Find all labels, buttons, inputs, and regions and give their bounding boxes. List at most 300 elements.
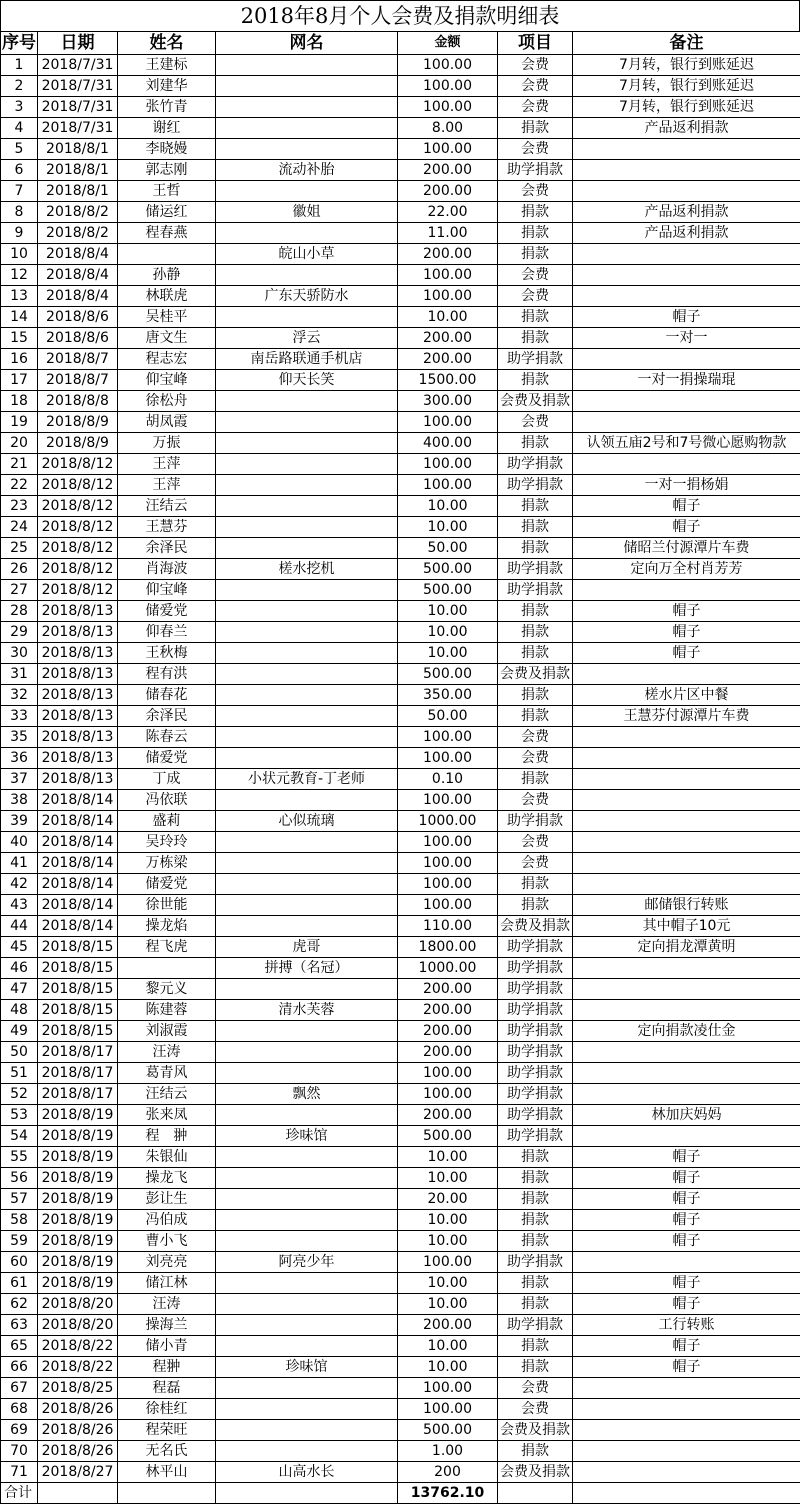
cell-nick bbox=[216, 601, 398, 622]
table-row bbox=[1, 1357, 800, 1378]
cell-nick: 心似琉璃 bbox=[216, 811, 398, 832]
cell-seq: 21 bbox=[1, 454, 38, 475]
cell-amount: 20.00 bbox=[398, 1189, 498, 1210]
table-row bbox=[1, 916, 800, 937]
cell-item: 会费及捐款 bbox=[498, 916, 573, 937]
cell-nick bbox=[216, 55, 398, 76]
cell-name: 丁成 bbox=[118, 769, 216, 790]
cell-nick: 广东天骄防水 bbox=[216, 286, 398, 307]
cell-name: 冯依联 bbox=[118, 790, 216, 811]
cell-item: 会费 bbox=[498, 265, 573, 286]
cell-amount: 100.00 bbox=[398, 76, 498, 97]
cell-amount: 50.00 bbox=[398, 538, 498, 559]
cell-note: 一对一 bbox=[573, 328, 800, 349]
cell-name: 胡凤霞 bbox=[118, 412, 216, 433]
cell-seq: 40 bbox=[1, 832, 38, 853]
cell-amount: 500.00 bbox=[398, 559, 498, 580]
cell-date: 2018/8/13 bbox=[38, 685, 118, 706]
cell-nick bbox=[216, 580, 398, 601]
cell-seq: 51 bbox=[1, 1063, 38, 1084]
cell-date: 2018/8/14 bbox=[38, 895, 118, 916]
cell-name: 冯伯成 bbox=[118, 1210, 216, 1231]
cell-date: 2018/7/31 bbox=[38, 76, 118, 97]
cell-seq: 19 bbox=[1, 412, 38, 433]
cell-name: 程磊 bbox=[118, 1378, 216, 1399]
cell-note bbox=[573, 160, 800, 181]
cell-note: 帽子 bbox=[573, 1294, 800, 1315]
cell-note bbox=[573, 748, 800, 769]
cell-note bbox=[573, 265, 800, 286]
cell-note bbox=[573, 832, 800, 853]
cell-date: 2018/8/7 bbox=[38, 349, 118, 370]
cell-date: 2018/8/13 bbox=[38, 748, 118, 769]
table-cell bbox=[573, 1483, 800, 1504]
cell-name bbox=[118, 958, 216, 979]
cell-name: 林联虎 bbox=[118, 286, 216, 307]
cell-name: 王哲 bbox=[118, 181, 216, 202]
cell-item: 捐款 bbox=[498, 118, 573, 139]
table-row bbox=[1, 244, 800, 265]
cell-date: 2018/8/19 bbox=[38, 1147, 118, 1168]
cell-name: 程荣旺 bbox=[118, 1420, 216, 1441]
cell-item: 捐款 bbox=[498, 622, 573, 643]
cell-name: 无名氏 bbox=[118, 1441, 216, 1462]
cell-note: 帽子 bbox=[573, 496, 800, 517]
cell-date: 2018/8/26 bbox=[38, 1441, 118, 1462]
cell-item: 会费及捐款 bbox=[498, 1420, 573, 1441]
cell-amount: 100.00 bbox=[398, 412, 498, 433]
table-row bbox=[1, 55, 800, 76]
cell-item: 会费 bbox=[498, 139, 573, 160]
cell-name: 彭让生 bbox=[118, 1189, 216, 1210]
cell-seq: 35 bbox=[1, 727, 38, 748]
cell-note bbox=[573, 1126, 800, 1147]
cell-date: 2018/8/19 bbox=[38, 1189, 118, 1210]
cell-item: 捐款 bbox=[498, 244, 573, 265]
header-row bbox=[1, 32, 800, 55]
cell-nick bbox=[216, 97, 398, 118]
cell-note bbox=[573, 1000, 800, 1021]
cell-amount: 1.00 bbox=[398, 1441, 498, 1462]
table-row bbox=[1, 1378, 800, 1399]
cell-seq: 68 bbox=[1, 1399, 38, 1420]
cell-nick bbox=[216, 1399, 398, 1420]
cell-date: 2018/8/14 bbox=[38, 832, 118, 853]
cell-date: 2018/8/2 bbox=[38, 202, 118, 223]
cell-seq: 37 bbox=[1, 769, 38, 790]
cell-nick bbox=[216, 118, 398, 139]
cell-date: 2018/8/22 bbox=[38, 1357, 118, 1378]
cell-name: 张来凤 bbox=[118, 1105, 216, 1126]
cell-name: 操海兰 bbox=[118, 1315, 216, 1336]
cell-amount: 10.00 bbox=[398, 622, 498, 643]
cell-note: 定向捐龙潭黄明 bbox=[573, 937, 800, 958]
cell-date: 2018/8/6 bbox=[38, 307, 118, 328]
cell-note bbox=[573, 412, 800, 433]
table-row bbox=[1, 202, 800, 223]
cell-nick bbox=[216, 412, 398, 433]
cell-nick: 珍味馆 bbox=[216, 1357, 398, 1378]
cell-date: 2018/8/7 bbox=[38, 370, 118, 391]
cell-item: 捐款 bbox=[498, 328, 573, 349]
cell-note: 帽子 bbox=[573, 1147, 800, 1168]
cell-note: 帽子 bbox=[573, 1336, 800, 1357]
cell-item: 会费 bbox=[498, 97, 573, 118]
table-row bbox=[1, 328, 800, 349]
cell-date: 2018/8/12 bbox=[38, 475, 118, 496]
cell-name: 王慧芬 bbox=[118, 517, 216, 538]
cell-seq: 31 bbox=[1, 664, 38, 685]
cell-note bbox=[573, 853, 800, 874]
cell-amount: 500.00 bbox=[398, 1420, 498, 1441]
cell-nick bbox=[216, 1336, 398, 1357]
cell-note bbox=[573, 1462, 800, 1483]
cell-note: 帽子 bbox=[573, 1210, 800, 1231]
cell-note bbox=[573, 664, 800, 685]
cell-note: 帽子 bbox=[573, 307, 800, 328]
cell-name: 余泽民 bbox=[118, 538, 216, 559]
cell-date: 2018/8/13 bbox=[38, 643, 118, 664]
cell-seq: 41 bbox=[1, 853, 38, 874]
cell-nick: 浮云 bbox=[216, 328, 398, 349]
cell-note: 帽子 bbox=[573, 1231, 800, 1252]
table-row bbox=[1, 874, 800, 895]
cell-nick: 阿亮少年 bbox=[216, 1252, 398, 1273]
table-row bbox=[1, 454, 800, 475]
header-seq: 序号 bbox=[2, 33, 36, 53]
cell-date: 2018/8/26 bbox=[38, 1399, 118, 1420]
cell-name: 汪涛 bbox=[118, 1294, 216, 1315]
cell-amount: 100.00 bbox=[398, 1252, 498, 1273]
cell-item: 会费及捐款 bbox=[498, 664, 573, 685]
table-row bbox=[1, 1126, 800, 1147]
cell-name: 操龙焰 bbox=[118, 916, 216, 937]
cell-note: 帽子 bbox=[573, 1273, 800, 1294]
cell-date: 2018/8/4 bbox=[38, 265, 118, 286]
cell-note bbox=[573, 454, 800, 475]
cell-amount: 0.10 bbox=[398, 769, 498, 790]
cell-seq: 42 bbox=[1, 874, 38, 895]
cell-item: 会费及捐款 bbox=[498, 1462, 573, 1483]
table-row bbox=[1, 937, 800, 958]
cell-name: 陈春云 bbox=[118, 727, 216, 748]
table-row bbox=[1, 895, 800, 916]
cell-amount: 100.00 bbox=[398, 853, 498, 874]
cell-name: 操龙飞 bbox=[118, 1168, 216, 1189]
cell-seq: 17 bbox=[1, 370, 38, 391]
cell-note bbox=[573, 727, 800, 748]
table-row bbox=[1, 496, 800, 517]
cell-date: 2018/8/15 bbox=[38, 979, 118, 1000]
cell-item: 捐款 bbox=[498, 496, 573, 517]
cell-name: 徐松舟 bbox=[118, 391, 216, 412]
cell-amount: 100.00 bbox=[398, 454, 498, 475]
cell-note bbox=[573, 580, 800, 601]
cell-seq: 20 bbox=[1, 433, 38, 454]
cell-nick: 珍味馆 bbox=[216, 1126, 398, 1147]
cell-note: 帽子 bbox=[573, 1168, 800, 1189]
cell-name: 仰春兰 bbox=[118, 622, 216, 643]
cell-name: 程春燕 bbox=[118, 223, 216, 244]
cell-amount: 100.00 bbox=[398, 286, 498, 307]
cell-amount: 100.00 bbox=[398, 265, 498, 286]
cell-date: 2018/8/4 bbox=[38, 286, 118, 307]
cell-nick bbox=[216, 181, 398, 202]
cell-item: 助学捐款 bbox=[498, 811, 573, 832]
cell-amount: 500.00 bbox=[398, 580, 498, 601]
cell-name: 徐世能 bbox=[118, 895, 216, 916]
cell-name: 吴桂平 bbox=[118, 307, 216, 328]
cell-item: 捐款 bbox=[498, 1189, 573, 1210]
cell-note: 7月转，银行到账延迟 bbox=[573, 76, 800, 97]
cell-seq: 9 bbox=[1, 223, 38, 244]
cell-name: 仰宝峰 bbox=[118, 370, 216, 391]
table-row bbox=[1, 1042, 800, 1063]
cell-seq: 3 bbox=[1, 97, 38, 118]
cell-seq: 13 bbox=[1, 286, 38, 307]
cell-date: 2018/7/31 bbox=[38, 97, 118, 118]
cell-date: 2018/8/6 bbox=[38, 328, 118, 349]
cell-seq: 58 bbox=[1, 1210, 38, 1231]
table-cell bbox=[38, 1483, 118, 1504]
cell-name: 刘建华 bbox=[118, 76, 216, 97]
cell-amount: 200 bbox=[398, 1462, 498, 1483]
cell-seq: 53 bbox=[1, 1105, 38, 1126]
cell-seq: 65 bbox=[1, 1336, 38, 1357]
cell-note bbox=[573, 244, 800, 265]
table-row bbox=[1, 1105, 800, 1126]
cell-item: 捐款 bbox=[498, 307, 573, 328]
cell-seq: 59 bbox=[1, 1231, 38, 1252]
cell-seq: 62 bbox=[1, 1294, 38, 1315]
table-row bbox=[1, 1315, 800, 1336]
cell-name: 汪结云 bbox=[118, 1084, 216, 1105]
cell-item: 捐款 bbox=[498, 538, 573, 559]
table-row bbox=[1, 769, 800, 790]
cell-item: 捐款 bbox=[498, 769, 573, 790]
cell-seq: 45 bbox=[1, 937, 38, 958]
cell-amount: 100.00 bbox=[398, 874, 498, 895]
cell-note bbox=[573, 1084, 800, 1105]
cell-name: 王建标 bbox=[118, 55, 216, 76]
cell-date: 2018/8/19 bbox=[38, 1231, 118, 1252]
cell-seq: 5 bbox=[1, 139, 38, 160]
cell-note: 槎水片区中餐 bbox=[573, 685, 800, 706]
cell-amount: 100.00 bbox=[398, 97, 498, 118]
cell-amount: 500.00 bbox=[398, 1126, 498, 1147]
table-row bbox=[1, 958, 800, 979]
cell-amount: 110.00 bbox=[398, 916, 498, 937]
cell-amount: 200.00 bbox=[398, 349, 498, 370]
cell-amount: 100.00 bbox=[398, 1063, 498, 1084]
cell-amount: 10.00 bbox=[398, 1336, 498, 1357]
cell-name: 储爱党 bbox=[118, 601, 216, 622]
cell-date: 2018/8/12 bbox=[38, 496, 118, 517]
cell-date: 2018/8/14 bbox=[38, 811, 118, 832]
cell-nick bbox=[216, 1420, 398, 1441]
cell-seq: 55 bbox=[1, 1147, 38, 1168]
cell-item: 捐款 bbox=[498, 1168, 573, 1189]
cell-amount: 10.00 bbox=[398, 496, 498, 517]
cell-nick bbox=[216, 475, 398, 496]
cell-name: 仰宝峰 bbox=[118, 580, 216, 601]
cell-date: 2018/8/19 bbox=[38, 1210, 118, 1231]
cell-note: 其中帽子10元 bbox=[573, 916, 800, 937]
cell-amount: 22.00 bbox=[398, 202, 498, 223]
table-row bbox=[1, 1000, 800, 1021]
cell-amount: 1800.00 bbox=[398, 937, 498, 958]
cell-item: 捐款 bbox=[498, 706, 573, 727]
table-row bbox=[1, 811, 800, 832]
cell-date: 2018/8/8 bbox=[38, 391, 118, 412]
cell-amount: 10.00 bbox=[398, 1294, 498, 1315]
total-row bbox=[1, 1483, 800, 1504]
cell-nick bbox=[216, 496, 398, 517]
cell-name: 吴玲玲 bbox=[118, 832, 216, 853]
cell-note bbox=[573, 958, 800, 979]
cell-nick bbox=[216, 139, 398, 160]
cell-date: 2018/8/27 bbox=[38, 1462, 118, 1483]
cell-seq: 30 bbox=[1, 643, 38, 664]
cell-amount: 11.00 bbox=[398, 223, 498, 244]
table-row bbox=[1, 223, 800, 244]
table-row bbox=[1, 1210, 800, 1231]
cell-name: 程飞虎 bbox=[118, 937, 216, 958]
cell-seq: 26 bbox=[1, 559, 38, 580]
cell-nick bbox=[216, 790, 398, 811]
cell-note: 帽子 bbox=[573, 601, 800, 622]
cell-amount: 10.00 bbox=[398, 307, 498, 328]
cell-seq: 63 bbox=[1, 1315, 38, 1336]
cell-seq: 57 bbox=[1, 1189, 38, 1210]
cell-amount: 100.00 bbox=[398, 895, 498, 916]
table-row bbox=[1, 1063, 800, 1084]
cell-name: 孙静 bbox=[118, 265, 216, 286]
cell-nick bbox=[216, 748, 398, 769]
cell-note bbox=[573, 181, 800, 202]
cell-amount: 8.00 bbox=[398, 118, 498, 139]
cell-amount: 10.00 bbox=[398, 517, 498, 538]
cell-item: 会费 bbox=[498, 412, 573, 433]
table-row bbox=[1, 307, 800, 328]
cell-seq: 18 bbox=[1, 391, 38, 412]
cell-item: 捐款 bbox=[498, 685, 573, 706]
table-row bbox=[1, 349, 800, 370]
cell-date: 2018/8/15 bbox=[38, 1021, 118, 1042]
cell-nick bbox=[216, 1441, 398, 1462]
cell-seq: 46 bbox=[1, 958, 38, 979]
cell-name: 陈建蓉 bbox=[118, 1000, 216, 1021]
cell-amount: 200.00 bbox=[398, 1000, 498, 1021]
cell-nick bbox=[216, 1378, 398, 1399]
cell-date: 2018/8/14 bbox=[38, 916, 118, 937]
header-date: 日期 bbox=[38, 32, 118, 55]
cell-nick bbox=[216, 517, 398, 538]
table-row bbox=[1, 433, 800, 454]
cell-name: 汪结云 bbox=[118, 496, 216, 517]
cell-item: 助学捐款 bbox=[498, 1021, 573, 1042]
cell-nick: 仰天长笑 bbox=[216, 370, 398, 391]
cell-note bbox=[573, 1252, 800, 1273]
cell-note bbox=[573, 790, 800, 811]
cell-nick bbox=[216, 1105, 398, 1126]
cell-name: 储江林 bbox=[118, 1273, 216, 1294]
cell-item: 会费 bbox=[498, 286, 573, 307]
cell-item: 捐款 bbox=[498, 1231, 573, 1252]
cell-item: 会费及捐款 bbox=[498, 391, 573, 412]
total-label: 合计 bbox=[1, 1483, 38, 1504]
cell-amount: 50.00 bbox=[398, 706, 498, 727]
cell-nick: 飘然 bbox=[216, 1084, 398, 1105]
table-row bbox=[1, 475, 800, 496]
cell-note bbox=[573, 1420, 800, 1441]
cell-nick: 槎水挖机 bbox=[216, 559, 398, 580]
cell-date: 2018/8/9 bbox=[38, 412, 118, 433]
cell-item: 捐款 bbox=[498, 370, 573, 391]
cell-item: 助学捐款 bbox=[498, 559, 573, 580]
cell-item: 助学捐款 bbox=[498, 454, 573, 475]
cell-date: 2018/8/25 bbox=[38, 1378, 118, 1399]
cell-seq: 24 bbox=[1, 517, 38, 538]
cell-note: 邮储银行转账 bbox=[573, 895, 800, 916]
cell-note bbox=[573, 1063, 800, 1084]
table-cell bbox=[216, 1483, 398, 1504]
cell-amount: 200.00 bbox=[398, 328, 498, 349]
cell-note: 林加庆妈妈 bbox=[573, 1105, 800, 1126]
cell-note bbox=[573, 811, 800, 832]
cell-date: 2018/8/12 bbox=[38, 538, 118, 559]
cell-note: 定向捐款凌仕金 bbox=[573, 1021, 800, 1042]
cell-note: 7月转，银行到账延迟 bbox=[573, 55, 800, 76]
cell-name: 葛青风 bbox=[118, 1063, 216, 1084]
cell-name: 储小青 bbox=[118, 1336, 216, 1357]
cell-nick bbox=[216, 874, 398, 895]
cell-name: 余泽民 bbox=[118, 706, 216, 727]
cell-nick bbox=[216, 223, 398, 244]
table-row bbox=[1, 517, 800, 538]
cell-name: 谢红 bbox=[118, 118, 216, 139]
cell-item: 捐款 bbox=[498, 1357, 573, 1378]
table-row bbox=[1, 286, 800, 307]
table-row bbox=[1, 412, 800, 433]
table-row bbox=[1, 160, 800, 181]
cell-item: 会费 bbox=[498, 1399, 573, 1420]
cell-amount: 10.00 bbox=[398, 1231, 498, 1252]
cell-item: 会费 bbox=[498, 748, 573, 769]
cell-seq: 4 bbox=[1, 118, 38, 139]
cell-nick bbox=[216, 727, 398, 748]
cell-seq: 29 bbox=[1, 622, 38, 643]
table-row bbox=[1, 391, 800, 412]
cell-date: 2018/8/22 bbox=[38, 1336, 118, 1357]
cell-seq: 54 bbox=[1, 1126, 38, 1147]
cell-nick bbox=[216, 1168, 398, 1189]
cell-date: 2018/8/19 bbox=[38, 1168, 118, 1189]
table-row bbox=[1, 685, 800, 706]
table-row bbox=[1, 1021, 800, 1042]
cell-item: 助学捐款 bbox=[498, 1315, 573, 1336]
cell-amount: 10.00 bbox=[398, 1357, 498, 1378]
cell-date: 2018/8/12 bbox=[38, 454, 118, 475]
cell-item: 捐款 bbox=[498, 643, 573, 664]
cell-name: 刘淑霞 bbox=[118, 1021, 216, 1042]
table-row bbox=[1, 706, 800, 727]
cell-amount: 200.00 bbox=[398, 181, 498, 202]
total-amount: 13762.10 bbox=[398, 1483, 498, 1504]
table-row bbox=[1, 265, 800, 286]
cell-amount: 100.00 bbox=[398, 1399, 498, 1420]
cell-date: 2018/8/19 bbox=[38, 1273, 118, 1294]
